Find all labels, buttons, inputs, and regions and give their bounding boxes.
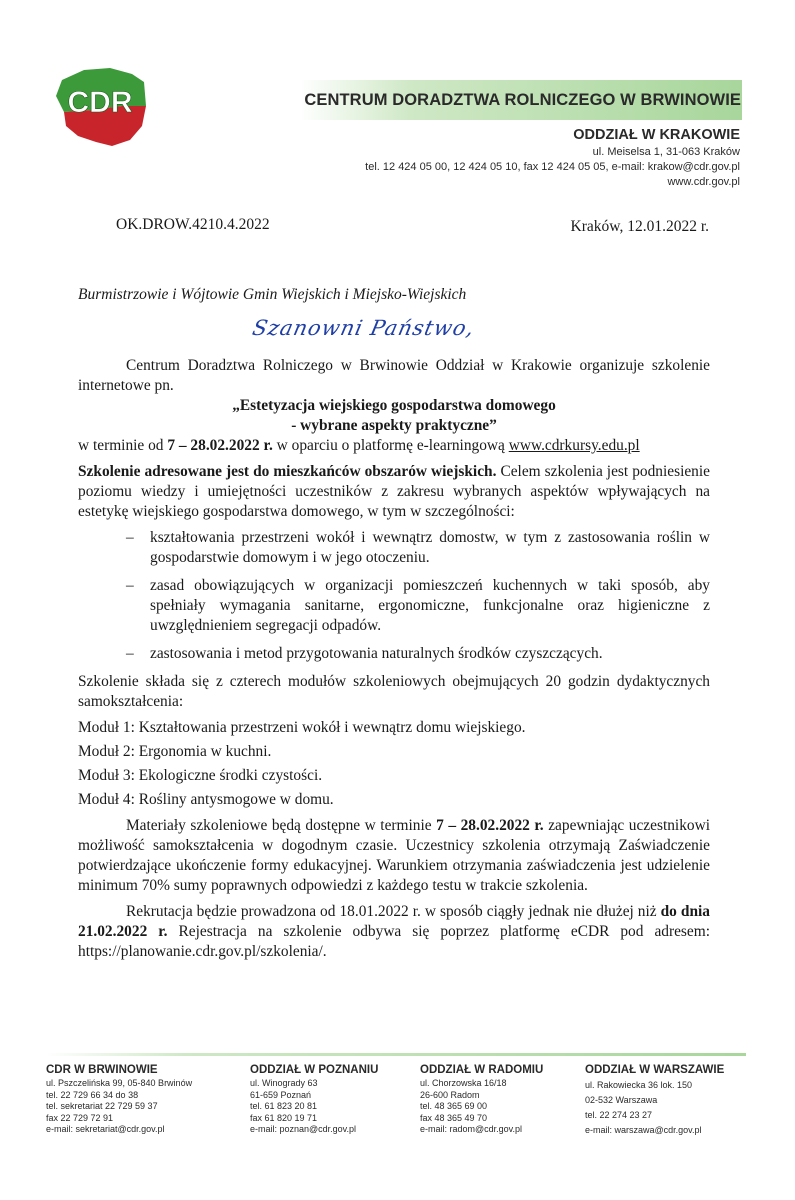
recruitment-deadline: do dnia 21.02.2022 r.	[78, 903, 710, 940]
branch-www: www.cdr.gov.pl	[667, 176, 740, 188]
platform-link[interactable]: www.cdrkursy.edu.pl	[508, 437, 640, 454]
term-prefix: w terminie od	[78, 437, 168, 454]
footer-office-name: ODDZIAŁ W WARSZAWIE	[585, 1064, 725, 1076]
branch-contact: tel. 12 424 05 00, 12 424 05 10, fax 12 424 05 05, e-mail: krakow@cdr.gov.pl	[365, 161, 740, 173]
target-paragraph	[78, 462, 710, 522]
footer-divider	[46, 1053, 746, 1056]
footer-brwinow: CDR W BRWINOWIE ul. Pszczelińska 99, 05-840 Brwinów tel. 22 729 66 34 do 38 tel. sekretariat 22 729 59 37 fax 22 729 72 91 e-mail: sekretariat@cdr.gov.pl	[46, 1064, 193, 1134]
recruitment-paragraph: Rekrutacja będzie prowadzona od 18.01.2022 r. w sposób ciągły jednak nie dłużej niż do dnia 21.02.2022 r. Rejestracja na szkolenie odbywa się poprzez platformę eCDR pod adresem: https://planowanie.cdr.gov.pl/szkolenia/.	[78, 903, 710, 960]
modules-intro: Szkolenie składa się z czterech modułów szkoleniowych obejmujących 20 godzin dydaktycznych samokształcenia:	[78, 673, 710, 710]
module-item: Moduł 3: Ekologiczne środki czystości.	[78, 767, 323, 784]
module-item: Moduł 4: Rośliny antysmogowe w domu.	[78, 791, 334, 808]
training-title-line2: - wybrane aspekty praktyczne”	[291, 417, 497, 434]
term-paragraph	[78, 436, 710, 456]
topics-list	[78, 528, 710, 664]
reference-number: OK.DROW.4210.4.2022	[116, 216, 270, 233]
training-title	[78, 396, 710, 436]
list-item: – zasad obowiązujących w organizacji pomieszczeń kuchennych w taki sposób, aby spełniały wymagania sanitarne, ergonomiczne, funkcjonalne oraz higieniczne z uwzględnieniem segregacji odpadów.	[126, 577, 710, 634]
training-title-line1: „Estetyzacja wiejskiego gospodarstwa domowego	[232, 397, 556, 414]
branch-info	[365, 126, 740, 190]
logo-text: CDR	[67, 86, 133, 119]
footer-office-name: ODDZIAŁ W RADOMIU	[420, 1064, 544, 1076]
greeting-text: Szanowni Państwo,	[250, 316, 477, 341]
target-bold: Szkolenie adresowane jest do mieszkańców obszarów wiejskich.	[78, 463, 497, 480]
list-item: – kształtowania przestrzeni wokół i wewnątrz domostw, w tym z zastosowania roślin w gospodarstwie domowym i w jego otoczeniu.	[126, 529, 710, 566]
materials-dates: 7 – 28.02.2022 r.	[436, 817, 544, 834]
addressee: Burmistrzowie i Wójtowie Gmin Wiejskich i Miejsko-Wiejskich	[78, 286, 467, 303]
branch-name: ODDZIAŁ W KRAKOWIE	[573, 127, 740, 143]
handwritten-greeting	[250, 313, 550, 343]
term-dates: 7 – 28.02.2022 r.	[167, 437, 273, 454]
footer-radom: ODDZIAŁ W RADOMIU ul. Chorzowska 16/18 26-600 Radom tel. 48 365 69 00 fax 48 365 49 70 e-mail: radom@cdr.gov.pl	[420, 1064, 544, 1134]
footer-poznan: ODDZIAŁ W POZNANIU ul. Winogrady 63 61-659 Poznań tel. 61 823 20 81 fax 61 820 19 71 e-mail: poznan@cdr.gov.pl	[250, 1064, 379, 1134]
goal-text: Celem szkolenia jest podniesienie poziomu wiedzy i umiejętności uczestników z zakresu wybranych aspektów wpływających na estetykę wiejskiego gospodarstwa domowego, w tym w szczególności:	[78, 463, 710, 520]
module-item: Moduł 1: Kształtowania przestrzeni wokół i wewnątrz domu wiejskiego.	[78, 719, 526, 736]
footer-office-name: CDR W BRWINOWIE	[46, 1064, 158, 1076]
module-item: Moduł 2: Ergonomia w kuchni.	[78, 743, 272, 760]
materials-paragraph: Materiały szkoleniowe będą dostępne w terminie 7 – 28.02.2022 r. zapewniając uczestnikowi możliwość samokształcenia w dogodnym czasie. Uczestnicy szkolenia otrzymają Zaświadczenie potwierdzające ukończenie formy edukacyjnej. Warunkiem otrzymania zaświadczenia jest udzielenie minimum 70% sumy poprawnych odpowiedzi z każdego testu w trakcie szkolenia.	[78, 817, 710, 894]
cdr-logo	[52, 66, 148, 150]
footer-warszawa: ODDZIAŁ W WARSZAWIE ul. Rakowiecka 36 lok. 150 02-532 Warszawa tel. 22 274 23 27 e-mail: warszawa@cdr.gov.pl	[585, 1064, 725, 1135]
place-date: Kraków, 12.01.2022 r.	[570, 218, 709, 235]
footer-office-name: ODDZIAŁ W POZNANIU	[250, 1064, 379, 1076]
branch-address: ul. Meiselsa 1, 31-063 Kraków	[592, 146, 740, 158]
term-suffix: w oparciu o platformę e-learningową	[272, 437, 509, 454]
list-item: – zastosowania i metod przygotowania naturalnych środków czyszczących.	[126, 645, 603, 662]
organization-name: CENTRUM DORADZTWA ROLNICZEGO W BRWINOWIE	[304, 91, 741, 109]
intro-paragraph: Centrum Doradztwa Rolniczego w Brwinowie Oddział w Krakowie organizuje szkolenie internetowe pn.	[78, 357, 710, 394]
letter-body	[78, 356, 710, 962]
